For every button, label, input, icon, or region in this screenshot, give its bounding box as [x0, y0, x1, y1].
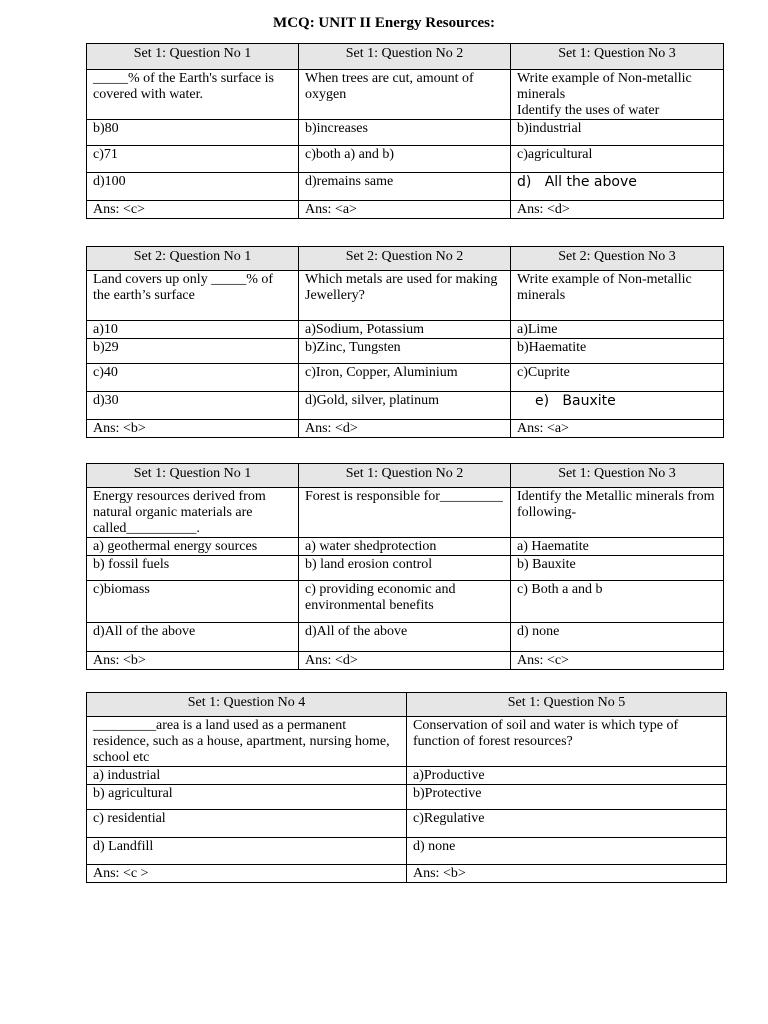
question-header: Set 1: Question No 1 [87, 44, 299, 70]
option-cell: d) Landfill [87, 838, 407, 865]
option-cell: c) residential [87, 810, 407, 838]
option-cell: c)both a) and b) [299, 146, 511, 173]
option-cell: d)100 [87, 173, 299, 201]
answer-cell: Ans: <c > [87, 865, 407, 883]
question-text: Forest is responsible for_________ [299, 488, 511, 538]
question-text: Land covers up only _____% of the earth’s surface [87, 271, 299, 321]
answer-cell: Ans: <b> [87, 420, 299, 438]
option-cell: e) Bauxite [511, 392, 724, 420]
option-cell: c)71 [87, 146, 299, 173]
question-text: Which metals are used for making Jewellery? [299, 271, 511, 321]
answer-cell: Ans: <c> [87, 201, 299, 219]
option-cell: a) water shedprotection [299, 538, 511, 556]
question-header: Set 1: Question No 2 [299, 464, 511, 488]
question-text: Conservation of soil and water is which type of function of forest resources? [407, 717, 727, 767]
question-text: Identify the Metallic minerals from following- [511, 488, 724, 538]
question-text: _________area is a land used as a permanent residence, such as a house, apartment, nursing home, school etc [87, 717, 407, 767]
option-cell: b)29 [87, 339, 299, 364]
question-text: _____% of the Earth's surface is covered with water. [87, 70, 299, 120]
answer-cell: Ans: <d> [511, 201, 724, 219]
answer-cell: Ans: <b> [87, 652, 299, 670]
option-cell: a)10 [87, 321, 299, 339]
option-cell: c)40 [87, 364, 299, 392]
question-header: Set 1: Question No 5 [407, 693, 727, 717]
option-cell: b) Bauxite [511, 556, 724, 581]
answer-cell: Ans: <d> [299, 652, 511, 670]
question-header: Set 1: Question No 2 [299, 44, 511, 70]
option-cell: c)Cuprite [511, 364, 724, 392]
answer-cell: Ans: <a> [511, 420, 724, 438]
option-cell: c) Both a and b [511, 581, 724, 623]
mcq-table-set1-a [86, 43, 724, 219]
option-cell: b) land erosion control [299, 556, 511, 581]
option-cell: d) All the above [511, 173, 724, 201]
option-cell: d) none [407, 838, 727, 865]
option-cell: b)industrial [511, 120, 724, 146]
option-cell: a)Sodium, Potassium [299, 321, 511, 339]
option-cell: d)remains same [299, 173, 511, 201]
option-cell: b)80 [87, 120, 299, 146]
option-cell: c)biomass [87, 581, 299, 623]
option-cell: b)increases [299, 120, 511, 146]
option-cell: a) Haematite [511, 538, 724, 556]
option-cell: c) providing economic and environmental benefits [299, 581, 511, 623]
option-cell: b)Haematite [511, 339, 724, 364]
question-header: Set 1: Question No 1 [87, 464, 299, 488]
question-header: Set 2: Question No 3 [511, 247, 724, 271]
question-text: When trees are cut, amount of oxygen [299, 70, 511, 120]
option-cell: a) geothermal energy sources [87, 538, 299, 556]
question-header: Set 2: Question No 2 [299, 247, 511, 271]
question-header: Set 1: Question No 3 [511, 464, 724, 488]
mcq-table-set2 [86, 246, 724, 438]
option-cell: d)All of the above [87, 623, 299, 652]
answer-cell: Ans: <c> [511, 652, 724, 670]
question-text: Write example of Non-metallic minerals Identify the uses of water [511, 70, 724, 120]
question-text: Energy resources derived from natural organic materials are called__________. [87, 488, 299, 538]
option-cell: d)All of the above [299, 623, 511, 652]
question-text: Write example of Non-metallic minerals [511, 271, 724, 321]
option-cell: a)Productive [407, 767, 727, 785]
question-header: Set 1: Question No 4 [87, 693, 407, 717]
mcq-table-set1-c [86, 692, 727, 883]
option-cell: d)30 [87, 392, 299, 420]
mcq-table-set1-b [86, 463, 724, 670]
option-cell: c)agricultural [511, 146, 724, 173]
option-cell: a) industrial [87, 767, 407, 785]
option-cell: b) agricultural [87, 785, 407, 810]
option-cell: b)Protective [407, 785, 727, 810]
option-cell: a)Lime [511, 321, 724, 339]
answer-cell: Ans: <d> [299, 420, 511, 438]
option-cell: d) none [511, 623, 724, 652]
question-header: Set 1: Question No 3 [511, 44, 724, 70]
option-cell: b)Zinc, Tungsten [299, 339, 511, 364]
question-header: Set 2: Question No 1 [87, 247, 299, 271]
option-cell: d)Gold, silver, platinum [299, 392, 511, 420]
answer-cell: Ans: <b> [407, 865, 727, 883]
answer-cell: Ans: <a> [299, 201, 511, 219]
option-cell: b) fossil fuels [87, 556, 299, 581]
option-cell: c)Iron, Copper, Aluminium [299, 364, 511, 392]
page-title: MCQ: UNIT II Energy Resources: [273, 15, 495, 31]
option-cell: c)Regulative [407, 810, 727, 838]
